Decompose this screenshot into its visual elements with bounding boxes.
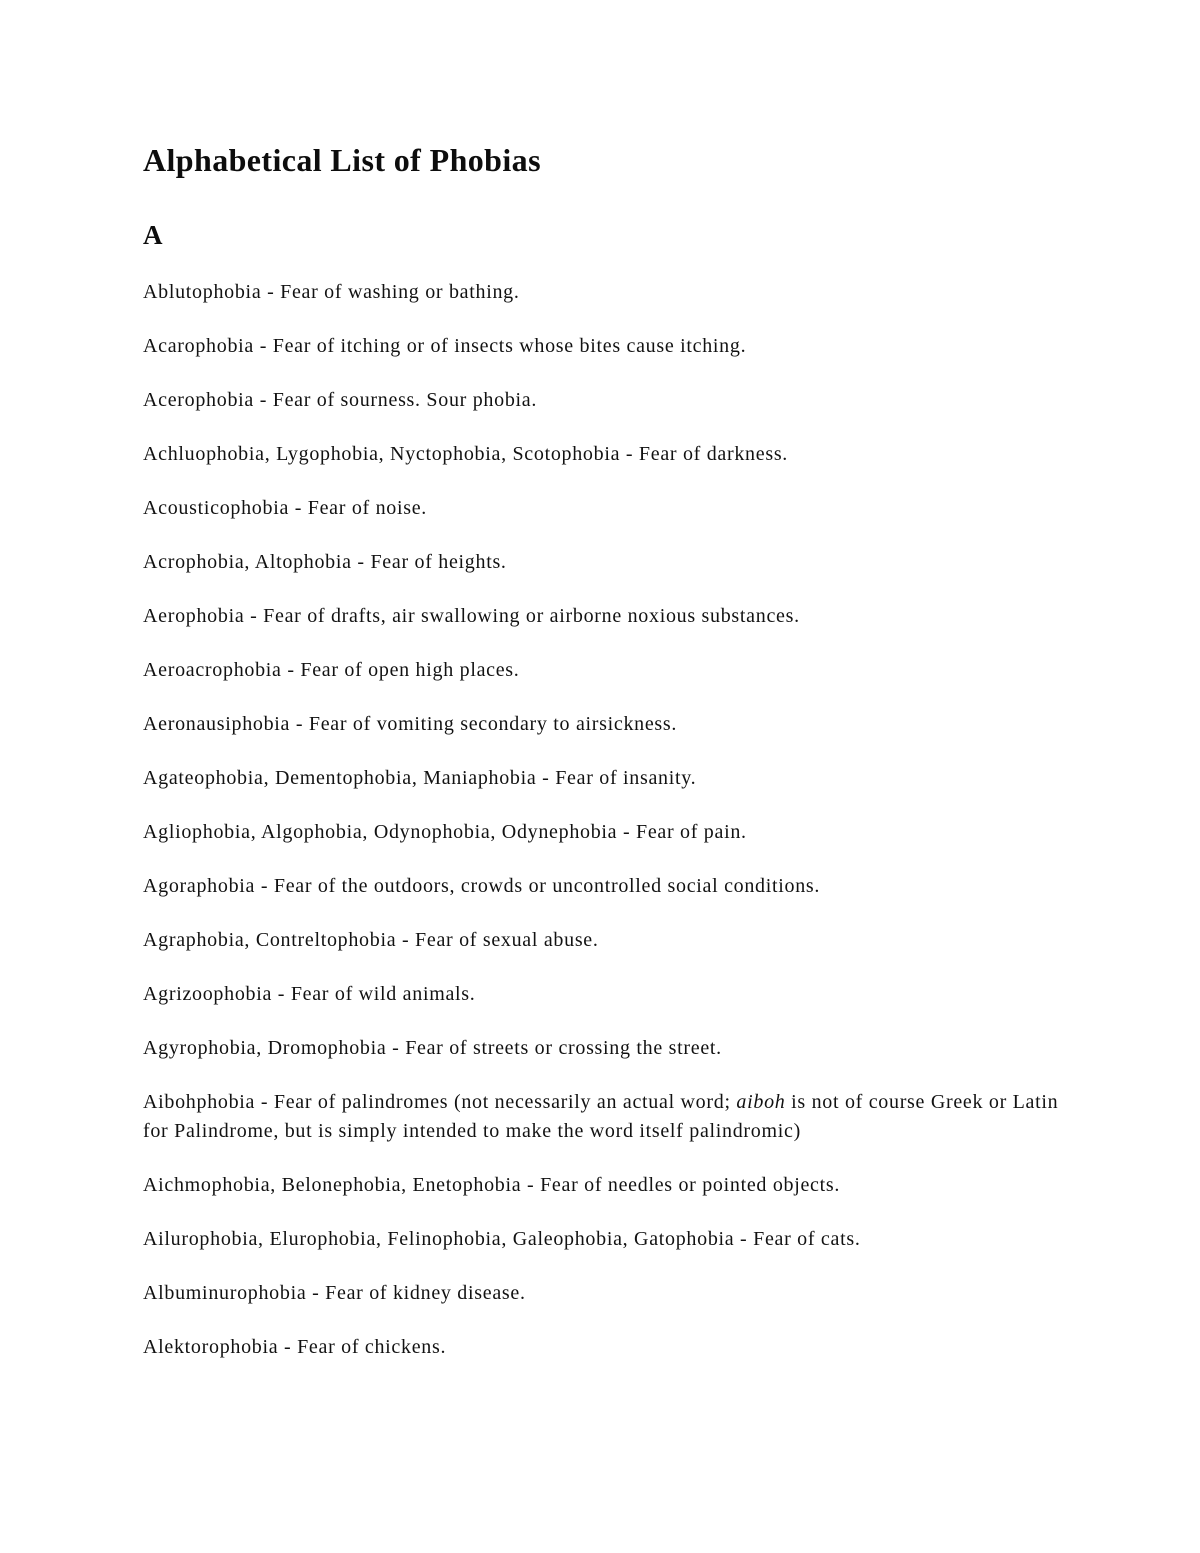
phobia-entry (143, 1171, 1060, 1200)
section-heading-a: A (143, 219, 163, 250)
phobia-entry-text: is not of course Greek or Latin for Palindrome, but is simply intended to make the word itself palindromic) (143, 1091, 1059, 1143)
phobia-entry (143, 1225, 1060, 1254)
phobia-entry-text: Albuminurophobia - Fear of kidney disease. (143, 1282, 526, 1305)
phobia-entry-text: Acousticophobia - Fear of noise. (143, 497, 428, 520)
phobia-entry (143, 872, 1060, 901)
phobia-entry (143, 764, 1060, 793)
phobia-list (143, 278, 1060, 1362)
phobia-entry-text: Aichmophobia, Belonephobia, Enetophobia - Fear of needles or pointed objects. (143, 1174, 841, 1197)
phobia-entry (143, 548, 1060, 577)
phobia-entry (143, 1279, 1060, 1308)
phobia-entry-text: Agoraphobia - Fear of the outdoors, crowds or uncontrolled social conditions. (143, 875, 821, 898)
phobia-entry-text: Aeronausiphobia - Fear of vomiting secondary to airsickness. (143, 713, 678, 736)
phobia-entry (143, 656, 1060, 685)
phobia-entry (143, 602, 1060, 631)
phobia-entry-text: Agliophobia, Algophobia, Odynophobia, Odynephobia - Fear of pain. (143, 821, 747, 844)
phobia-entry-text: Agraphobia, Contreltophobia - Fear of sexual abuse. (143, 929, 599, 952)
phobia-entry (143, 710, 1060, 739)
phobia-entry (143, 386, 1060, 415)
phobia-entry (143, 1088, 1060, 1146)
phobia-entry-text: Aibohphobia - Fear of palindromes (not necessarily an actual word; (143, 1091, 737, 1114)
phobia-entry-text: Agyrophobia, Dromophobia - Fear of streets or crossing the street. (143, 1037, 722, 1060)
phobia-entry (143, 440, 1060, 469)
phobia-entry-text: Aerophobia - Fear of drafts, air swallowing or airborne noxious substances. (143, 605, 800, 628)
phobia-entry-text: Alektorophobia - Fear of chickens. (143, 1336, 447, 1359)
phobia-entry (143, 926, 1060, 955)
phobia-entry (143, 1034, 1060, 1063)
phobia-entry (143, 278, 1060, 307)
phobia-entry (143, 980, 1060, 1009)
phobia-entry-text: Agrizoophobia - Fear of wild animals. (143, 983, 476, 1006)
phobia-entry-italic-text: aiboh (736, 1091, 786, 1114)
page-title: Alphabetical List of Phobias (143, 142, 541, 178)
phobia-entry-text: Aeroacrophobia - Fear of open high places. (143, 659, 520, 682)
phobia-entry (143, 1333, 1060, 1362)
phobia-entry-text: Agateophobia, Dementophobia, Maniaphobia - Fear of insanity. (143, 767, 697, 790)
phobia-entry-text: Ablutophobia - Fear of washing or bathing. (143, 281, 520, 304)
phobia-entry-text: Achluophobia, Lygophobia, Nyctophobia, Scotophobia - Fear of darkness. (143, 443, 788, 466)
phobia-entry-text: Ailurophobia, Elurophobia, Felinophobia, Galeophobia, Gatophobia - Fear of cats. (143, 1228, 861, 1251)
phobia-entry-text: Acarophobia - Fear of itching or of insects whose bites cause itching. (143, 335, 747, 358)
phobia-entry (143, 332, 1060, 361)
phobia-entry-text: Acrophobia, Altophobia - Fear of heights. (143, 551, 507, 574)
phobia-entry-text: Acerophobia - Fear of sourness. Sour phobia. (143, 389, 538, 412)
phobia-entry (143, 494, 1060, 523)
phobia-entry (143, 818, 1060, 847)
